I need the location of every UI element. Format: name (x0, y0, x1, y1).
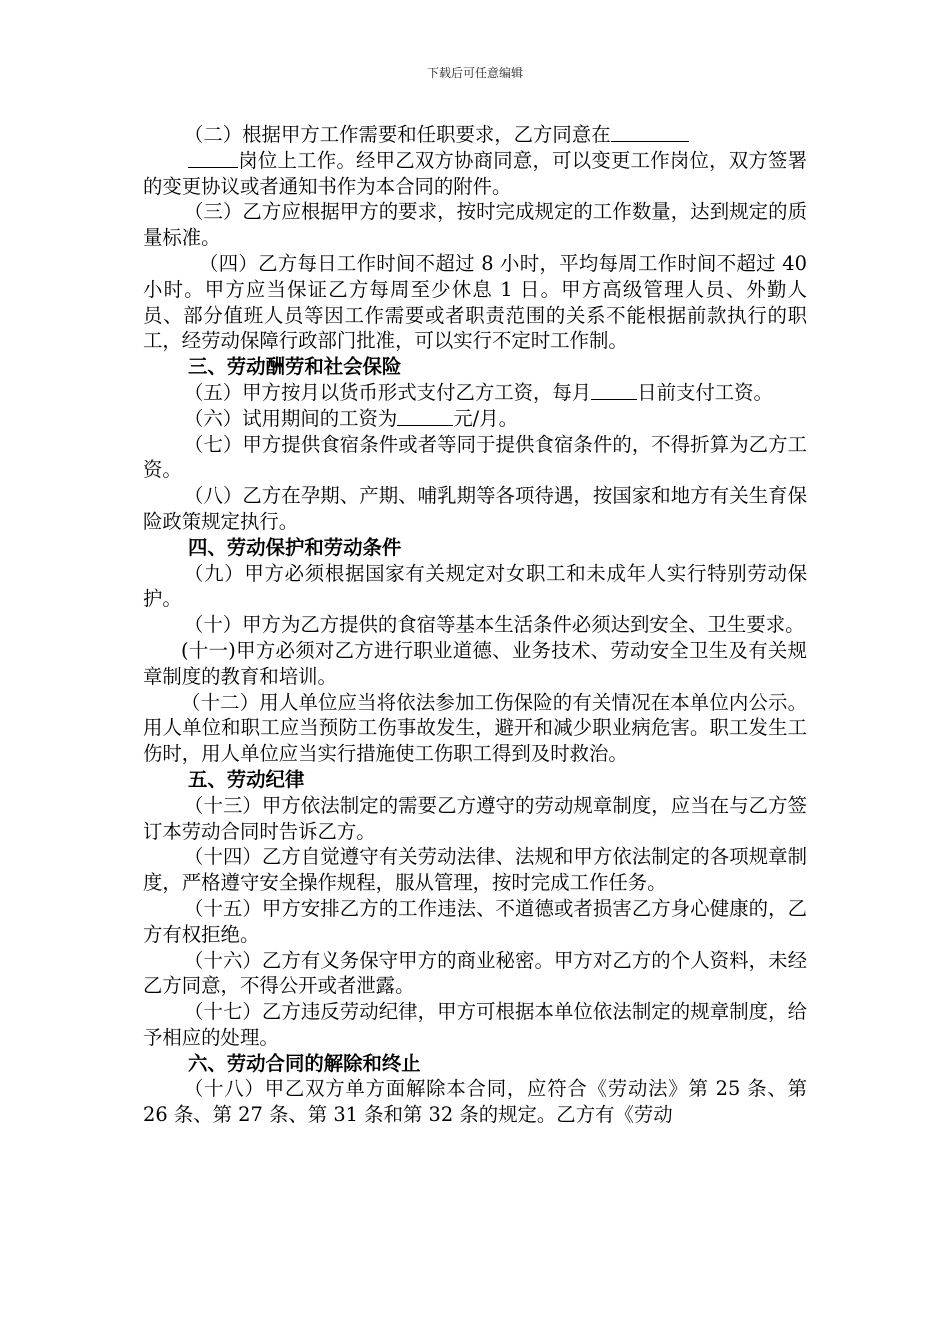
salary-blank (397, 407, 453, 426)
clause-13: （十三）甲方依法制定的需要乙方遵守的劳动规章制度，应当在与乙方签订本劳动合同时告诉乙方。 (143, 793, 807, 843)
clause-6-text-b: 元/月。 (453, 406, 519, 430)
clause-2-text-a: （二）根据甲方工作需要和任职要求，乙方同意在 (184, 123, 611, 146)
clause-16: （十六）乙方有义务保守甲方的商业秘密。甲方对乙方的个人资料，未经乙方同意，不得公开或者泄露。 (143, 948, 807, 998)
clause-5-text-b: 日前支付工资。 (637, 380, 773, 404)
job-blank-1 (611, 123, 689, 142)
clause-7: （七）甲方提供食宿条件或者等同于提供食宿条件的，不得折算为乙方工资。 (143, 432, 807, 482)
clause-15: （十五）甲方安排乙方的工作违法、不道德或者损害乙方身心健康的，乙方有权拒绝。 (143, 896, 807, 946)
job-blank-2 (188, 149, 238, 168)
clause-3: （三）乙方应根据甲方的要求，按时完成规定的工作数量，达到规定的质量标准。 (143, 200, 807, 250)
header-note: 下载后可任意编辑 (426, 66, 523, 80)
clause-5 (143, 380, 807, 406)
section-4-heading: 四、劳动保护和劳动条件 (188, 535, 402, 559)
clause-8: （八）乙方在孕期、产期、哺乳期等各项待遇，按国家和地方有关生育保险政策规定执行。 (143, 484, 807, 533)
clause-2-line1 (143, 122, 807, 148)
clause-12: （十二）用人单位应当将依法参加工伤保险的有关情况在本单位内公示。用人单位和职工应当预防工伤事故发生，避开和减少职业病危害。职工发生工伤时，用人单位应当实行措施使工伤职工得到及时救治。 (143, 690, 807, 766)
clause-2-text-b: 岗位上工作。经甲乙双方协商同意，可以变更工作岗位，双方签署的变更协议或者通知书作为本合同的附件。 (143, 148, 807, 198)
clause-6-text-a: （六）试用期间的工资为 (184, 406, 398, 430)
clause-4: （四）乙方每日工作时间不超过 8 小时，平均每周工作时间不超过 40 小时。甲方应当保证乙方每周至少休息 1 日。甲方高级管理人员、外勤人员、部分值班人员等因工作需要或者职责范围的关系不能根据前款执行的职工，经劳动保障行政部门批准，可以实行不定时工作制。 (143, 251, 807, 353)
clause-17: （十七）乙方违反劳动纪律，甲方可根据本单位依法制定的规章制度，给予相应的处理。 (143, 1000, 807, 1049)
clause-2-rest (143, 148, 807, 200)
contract-body (143, 122, 807, 1128)
section-3-heading: 三、劳动酬劳和社会保险 (188, 355, 402, 379)
clause-5-text-a: （五）甲方按月以货币形式支付乙方工资，每月 (184, 380, 592, 404)
section-5-heading: 五、劳动纪律 (188, 767, 305, 791)
clause-14: （十四）乙方自觉遵守有关劳动法律、法规和甲方依法制定的各项规章制度，严格遵守安全操作规程，服从管理，按时完成工作任务。 (143, 845, 807, 895)
clause-6 (143, 406, 807, 432)
clause-18: （十八）甲乙双方单方面解除本合同，应符合《劳动法》第 25 条、第 26 条、第 27 条、第 31 条和第 32 条的规定。乙方有《劳动 (143, 1077, 807, 1127)
section-6-heading: 六、劳动合同的解除和终止 (188, 1051, 421, 1075)
clause-9: （九）甲方必须根据国家有关规定对女职工和未成年人实行特别劳动保护。 (143, 561, 807, 611)
payday-blank (591, 381, 637, 400)
clause-10: （十）甲方为乙方提供的食宿等基本生活条件必须达到安全、卫生要求。 (184, 613, 805, 637)
clause-11: (十一)甲方必须对乙方进行职业道德、业务技术、劳动安全卫生及有关规章制度的教育和培训。 (143, 638, 807, 688)
